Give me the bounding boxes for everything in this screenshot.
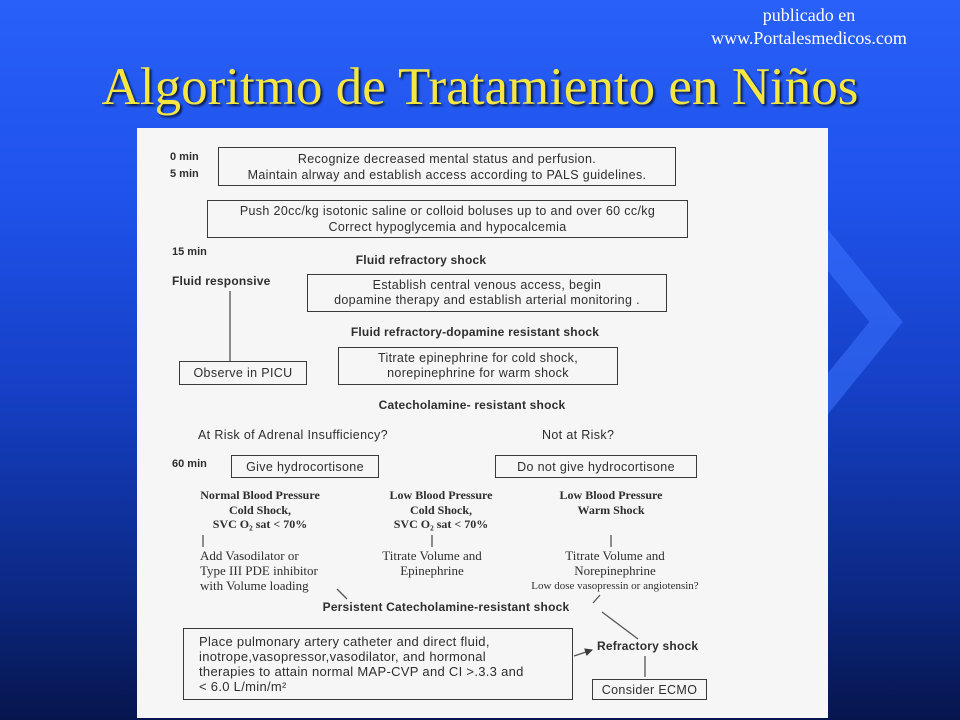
branch-3-action-line-1: Titrate Volume and — [565, 548, 665, 563]
branch-1-header-line-3: SVC O₂ sat < 70% — [212, 517, 308, 531]
time-mark-5-min: 5 min — [170, 168, 199, 180]
observe-picu-box — [179, 361, 307, 385]
no-hydrocortisone-box — [495, 455, 697, 478]
branch-3-actions — [505, 548, 725, 593]
fluid-bolus-box — [207, 200, 688, 238]
central-access-line-1: Establish central venous access, begin — [372, 278, 602, 292]
branch-2-action-line-1: Titrate Volume and — [382, 548, 482, 563]
arrow-catheter-to-refractory — [574, 650, 592, 656]
branch-3-action-line-2: Norepinephrine — [574, 563, 656, 578]
fluid-bolus-line-1: Push 20cc/kg isotonic saline or colloid boluses up to and over 60 cc/kg — [239, 204, 656, 218]
refractory-shock-label: Refractory shock — [597, 639, 699, 653]
give-hydrocortisone-text: Give hydrocortisone — [246, 459, 364, 474]
not-at-risk-question: Not at Risk? — [542, 428, 615, 442]
connector-branch-1-to-persistent — [337, 589, 347, 599]
fluid-responsive-label: Fluid responsive — [172, 274, 271, 288]
time-mark-60-min: 60 min — [172, 458, 207, 470]
adrenal-risk-question: At Risk of Adrenal Insufficiency? — [198, 428, 388, 442]
pa-catheter-line-4: < 6.0 L/min/m² — [199, 679, 287, 694]
branch-1-header-line-2: Cold Shock, — [228, 502, 292, 517]
publisher-credit — [694, 4, 924, 50]
branch-3-header-line-2: Warm Shock — [577, 502, 645, 517]
fluid-bolus-line-2: Correct hypoglycemia and hypocalcemia — [328, 220, 567, 234]
slide-title: Algoritmo de Tratamiento en Niños — [101, 58, 859, 116]
persistent-shock-label: Persistent Catecholamine-resistant shock — [322, 600, 570, 614]
publisher-site: www.Portalesmedicos.com — [711, 28, 907, 48]
no-hydrocortisone-text: Do not give hydrocortisone — [517, 459, 675, 474]
branch-2-header — [361, 488, 521, 532]
publisher-label: publicado en — [762, 5, 856, 25]
flowchart-panel — [137, 128, 828, 718]
give-hydrocortisone-box — [231, 455, 379, 478]
consider-ecmo-text: Consider ECMO — [601, 682, 698, 697]
branch-3-vasopressin-note: Low dose vasopressin or angiotensin? — [531, 580, 699, 592]
branch-1-actions — [200, 548, 318, 593]
branch-2-header-line-2: Cold Shock, — [409, 502, 473, 517]
pa-catheter-line-3: therapies to attain normal MAP-CVP and CI >.3.3 and — [199, 664, 524, 679]
recognize-line-1: Recognize decreased mental status and perfusion. — [297, 151, 597, 166]
pa-catheter-box — [183, 628, 573, 700]
pa-catheter-line-2: inotrope,vasopressor,vasodilator, and hormonal — [199, 649, 486, 664]
recognize-line-2: Maintain alrway and establish access according to PALS guidelines. — [247, 167, 647, 182]
catecholamine-resistant-label: Catecholamine- resistant shock — [378, 398, 566, 412]
branch-3-header — [531, 488, 691, 517]
consider-ecmo-box — [592, 679, 707, 700]
branch-2-header-line-1: Low Blood Pressure — [389, 488, 493, 502]
branch-1-action-line-2: Type III PDE inhibitor — [200, 563, 318, 578]
branch-3-header-line-1: Low Blood Pressure — [559, 488, 663, 502]
dopamine-resistant-label: Fluid refractory-dopamine resistant shock — [350, 325, 600, 339]
branch-2-action-line-2: Epinephrine — [400, 563, 464, 578]
titrate-epinephrine-line-1: Titrate epinephrine for cold shock, — [377, 351, 579, 365]
time-mark-15-min: 15 min — [172, 246, 207, 258]
time-mark-0-min: 0 min — [170, 151, 199, 163]
connector-persistent-to-refractory — [602, 612, 638, 639]
central-access-box — [307, 274, 667, 312]
fluid-refractory-label: Fluid refractory shock — [355, 253, 487, 267]
central-access-line-2: dopamine therapy and establish arterial monitoring . — [334, 293, 640, 307]
branch-1-action-line-3: with Volume loading — [200, 578, 309, 593]
titrate-epinephrine-line-2: norepinephrine for warm shock — [387, 366, 569, 380]
recognize-box — [218, 147, 676, 186]
branch-1-header-line-1: Normal Blood Pressure — [200, 488, 320, 502]
branch-2-actions — [352, 548, 512, 578]
observe-picu-text: Observe in PICU — [193, 366, 293, 380]
branch-2-header-line-3: SVC O₂ sat < 70% — [393, 517, 489, 531]
branch-1-header — [180, 488, 340, 532]
pa-catheter-line-1: Place pulmonary artery catheter and direct fluid, — [199, 634, 490, 649]
titrate-epinephrine-box — [338, 347, 618, 385]
branch-1-action-line-1: Add Vasodilator or — [200, 548, 299, 563]
